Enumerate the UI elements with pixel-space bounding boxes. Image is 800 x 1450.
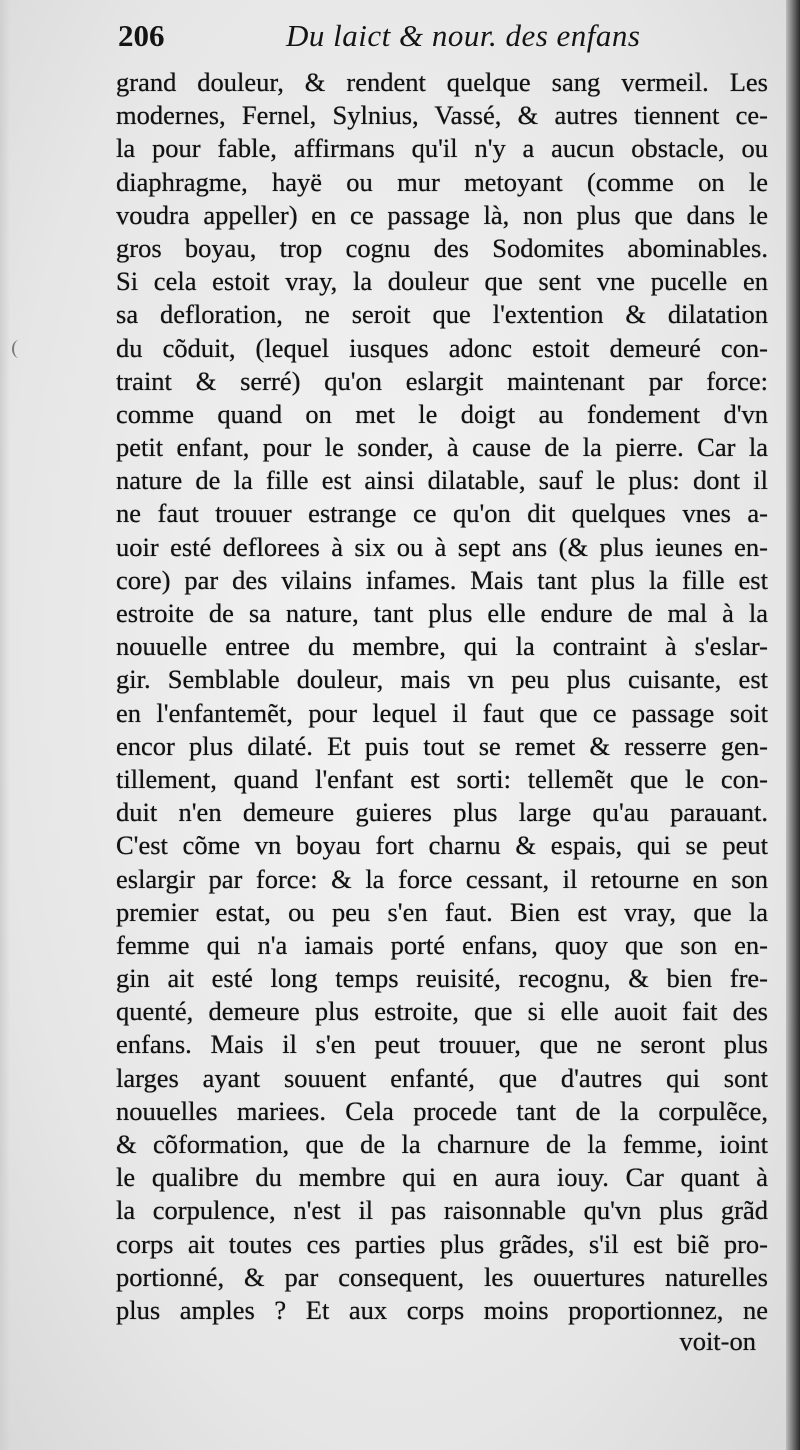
- catchword: voit-on: [679, 1326, 756, 1356]
- text-line: sa defloration, ne seroit que l'extention & dilatation: [116, 299, 768, 330]
- running-title: Du laict & nour. des enfans: [286, 18, 641, 53]
- body-text: [116, 66, 768, 1327]
- text-line: gir. Semblable douleur, mais vn peu plus cuisante, est: [116, 664, 768, 695]
- text-line: enfans. Mais il s'en peut trouuer, que ne seront plus: [116, 1029, 768, 1060]
- text-line: gros boyau, trop cognu des Sodomites abominables.: [116, 232, 768, 263]
- text-line: quenté, demeure plus estroite, que si elle auoit fait des: [116, 996, 768, 1027]
- text-line: encor plus dilaté. Et puis tout se remet & resserre gen-: [116, 730, 768, 761]
- text-line: portionné, & par consequent, les ouuertures naturelles: [116, 1261, 768, 1292]
- running-head: [118, 12, 758, 56]
- text-line: core) par des vilains infames. Mais tant plus la fille est: [116, 564, 768, 595]
- text-line: en l'enfantemẽt, pour lequel il faut que ce passage soit: [116, 697, 768, 728]
- text-line: comme quand on met le doigt au fondement d'vn: [116, 398, 768, 429]
- text-line: petit enfant, pour le sonder, à cause de la pierre. Car la: [116, 432, 768, 463]
- text-line: estroite de sa nature, tant plus elle endure de mal à la: [116, 598, 768, 628]
- text-line: plus amples ? Et aux corps moins proportionnez, ne: [116, 1294, 768, 1325]
- text-line: nature de la fille est ainsi dilatable, sauf le plus: dont il: [116, 465, 768, 496]
- text-line: femme qui n'a iamais porté enfans, quoy que son en-: [116, 929, 768, 960]
- text-line: la pour fable, affirmans qu'il n'y a aucun obstacle, ou: [116, 133, 768, 164]
- text-line: larges ayant souuent enfanté, que d'autres qui sont: [116, 1062, 768, 1093]
- page-left-edge: [0, 0, 10, 1450]
- text-line: tillement, quand l'enfant est sorti: tellemẽt que le con-: [116, 763, 768, 794]
- text-line: C'est cõme vn boyau fort charnu & espais, qui se peut: [116, 830, 768, 861]
- text-line: le qualibre du membre qui en aura iouy. Car quant à: [116, 1162, 768, 1193]
- text-line: duit n'en demeure guieres plus large qu'au parauant.: [116, 797, 768, 828]
- margin-mark: [12, 340, 26, 358]
- text-line: Si cela estoit vray, la douleur que sent vne pucelle en: [116, 266, 768, 297]
- text-line: traint & serré) qu'on eslargit maintenant par force:: [116, 365, 768, 396]
- text-line: voudra appeller) en ce passage là, non plus que dans le: [116, 199, 768, 230]
- text-line: modernes, Fernel, Sylnius, Vassé, & autres tiennent ce-: [116, 100, 768, 131]
- text-line: nouuelles mariees. Cela procede tant de la corpulẽce,: [116, 1095, 768, 1126]
- text-line: & cõformation, que de la charnure de la femme, ioint: [116, 1129, 768, 1159]
- text-line: premier estat, ou peu s'en faut. Bien est vray, que la: [116, 896, 768, 927]
- text-line: nouuelle entree du membre, qui la contraint à s'eslar-: [116, 631, 768, 662]
- text-line: ne faut trouuer estrange ce qu'on dit quelques vnes a-: [116, 498, 768, 529]
- text-line: du cõduit, (lequel iusques adonc estoit demeuré con-: [116, 332, 768, 363]
- text-line: la corpulence, n'est il pas raisonnable qu'vn plus grãd: [116, 1195, 768, 1226]
- text-line: eslargir par force: & la force cessant, il retourne en son: [116, 863, 768, 894]
- text-line: grand douleur, & rendent quelque sang vermeil. Les: [116, 67, 768, 97]
- text-line: uoir esté deflorees à six ou à sept ans (& plus ieunes en-: [116, 531, 768, 562]
- text-line: gin ait esté long temps reuisité, recognu, & bien fre-: [116, 963, 768, 994]
- binding-shadow: [786, 0, 800, 1450]
- page-number: 206: [118, 18, 165, 53]
- text-line: corps ait toutes ces parties plus grãdes, s'il est biẽ pro-: [116, 1228, 768, 1259]
- text-line: diaphragme, hayë ou mur metoyant (comme on le: [116, 166, 768, 197]
